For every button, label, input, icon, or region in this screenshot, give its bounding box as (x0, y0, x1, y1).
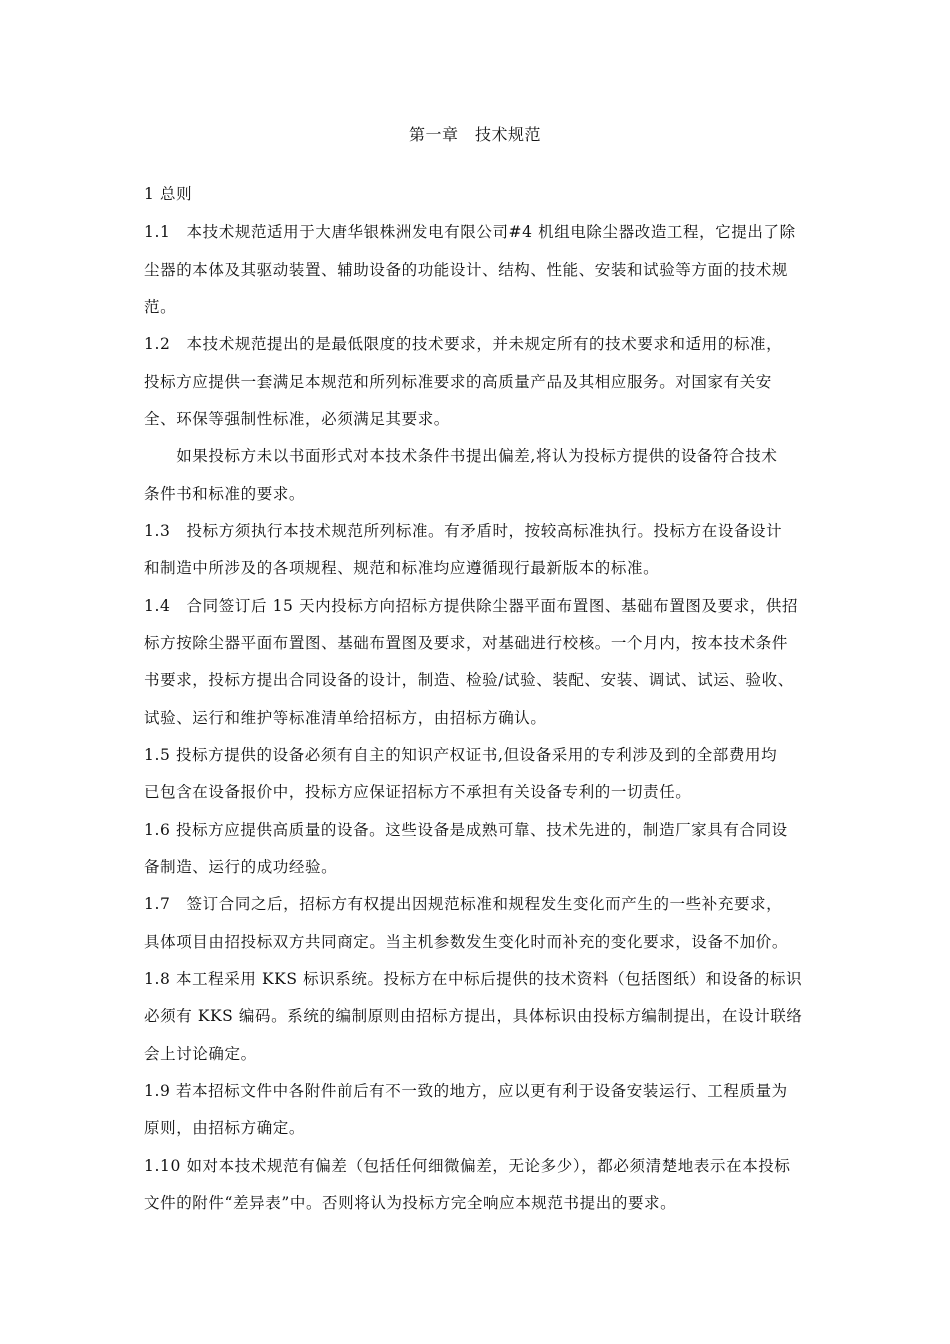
section-heading: 1 总则 (144, 185, 193, 203)
text-line: 文件的附件“差异表”中。否则将认为投标方完全响应本规范书提出的要求。 (144, 1194, 677, 1212)
text-line: 1.9 若本招标文件中各附件前后有不一致的地方，应以更有利于设备安装运行、工程质量为 (144, 1082, 788, 1100)
text-line: 条件书和标准的要求。 (144, 485, 306, 503)
text-line: 1.7 签订合同之后，招标方有权提出因规范标准和规程发生变化而产生的一些补充要求， (144, 895, 783, 913)
text-line: 1.5 投标方提供的设备必须有自主的知识产权证书,但设备采用的专利涉及到的全部费用均 (144, 746, 778, 764)
text-line: 试验、运行和维护等标准清单给招标方，由招标方确认。 (144, 709, 547, 727)
text-line: 1.6 投标方应提供高质量的设备。这些设备是成熟可靠、技术先进的，制造厂家具有合同设 (144, 821, 788, 839)
text-line: 标方按除尘器平面布置图、基础布置图及要求，对基础进行校核。一个月内，按本技术条件 (144, 634, 789, 652)
text-line: 1.4 合同签订后 15 天内投标方向招标方提供除尘器平面布置图、基础布置图及要求，供招 (144, 597, 799, 615)
text-line: 必须有 KKS 编码。系统的编制原则由招标方提出，具体标识由投标方编制提出，在设计联络 (144, 1007, 803, 1025)
text-line: 尘器的本体及其驱动装置、辅助设备的功能设计、结构、性能、安装和试验等方面的技术规 (144, 261, 789, 279)
text-line: 1.8 本工程采用 KKS 标识系统。投标方在中标后提供的技术资料（包括图纸）和设备的标识 (144, 970, 803, 988)
text-line: 1.1 本技术规范适用于大唐华银株洲发电有限公司#4 机组电除尘器改造工程，它提出了除 (144, 223, 796, 241)
text-line: 1.3 投标方须执行本技术规范所列标准。有矛盾时，按较高标准执行。投标方在设备设计 (144, 522, 783, 540)
text-line: 会上讨论确定。 (144, 1045, 257, 1063)
text-line: 1.2 本技术规范提出的是最低限度的技术要求，并未规定所有的技术要求和适用的标准， (144, 335, 783, 353)
text-line: 已包含在设备报价中，投标方应保证招标方不承担有关设备专利的一切责任。 (144, 783, 692, 801)
text-line: 书要求，投标方提出合同设备的设计，制造、检验/试验、装配、安装、调试、试运、验收、 (144, 671, 794, 689)
text-line: 具体项目由招投标双方共同商定。当主机参数发生变化时而补充的变化要求，设备不加价。 (144, 933, 789, 951)
text-line: 范。 (144, 298, 177, 316)
text-line: 全、环保等强制性标准，必须满足其要求。 (144, 410, 450, 428)
text-line: 1.10 如对本技术规范有偏差（包括任何细微偏差，无论多少），都必须清楚地表示在本投标 (144, 1157, 791, 1175)
text-line: 和制造中所涉及的各项规程、规范和标准均应遵循现行最新版本的标准。 (144, 559, 660, 577)
text-line: 投标方应提供一套满足本规范和所列标准要求的高质量产品及其相应服务。对国家有关安 (144, 373, 772, 391)
chapter-title: 第一章 技术规范 (408, 125, 541, 144)
text-line: 原则，由招标方确定。 (144, 1119, 306, 1137)
text-line: 如果投标方未以书面形式对本技术条件书提出偏差,将认为投标方提供的设备符合技术 (144, 447, 778, 465)
text-line: 备制造、运行的成功经验。 (144, 858, 338, 876)
